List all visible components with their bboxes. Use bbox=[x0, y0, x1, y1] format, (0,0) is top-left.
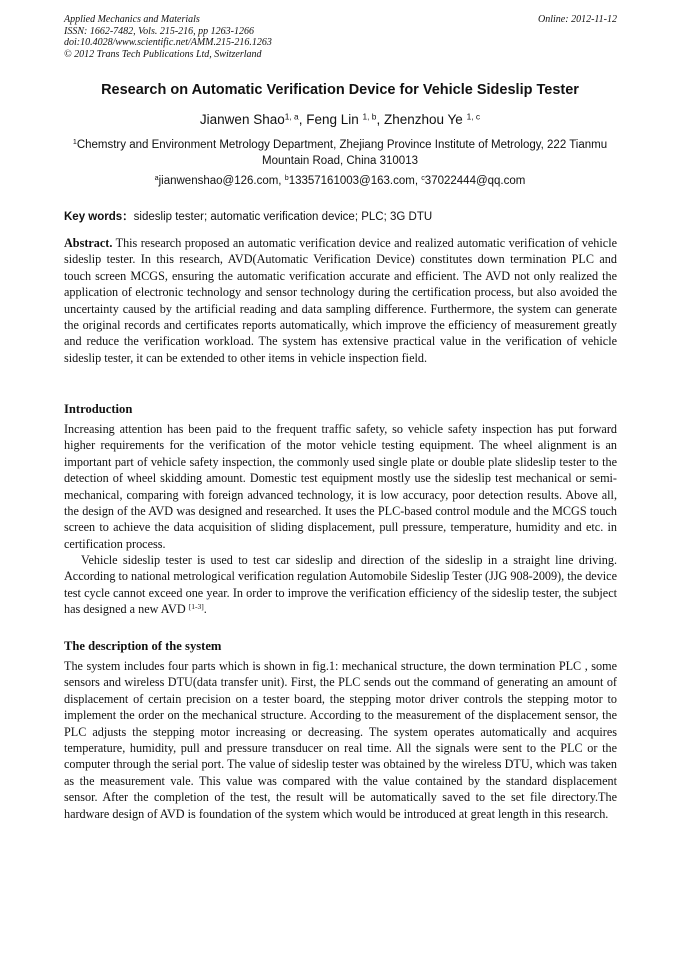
paragraph-text: Vehicle sideslip tester is used to test car sideslip and direction of the sideslip in a straight line driving. According to national metrological verification regulation Automobile Sideslip Tester (JJG 908-2009), the device test cycle cannot exceed one year. In order to improve the verification efficiency of the sideslip tester, the subject has designed a new AVD bbox=[64, 553, 617, 617]
introduction-paragraph bbox=[64, 552, 617, 618]
abstract-label: Abstract. bbox=[64, 236, 113, 250]
system-description-paragraph: The system includes four parts which is shown in fig.1: mechanical structure, the down termination PLC , some sensors and wireless DTU(data transfer unit). First, the PLC sends out the command of generating an amount of displacement of certain precision on a tester board, the stepping motor driver controls the stepping motor to implement the order on the mechanical structure. According to the measurement of the displacement sensor, the PLC adjusts the stepping motor increasing or decreasing. The system operates automatically and acquires temperature, humidity, pull and pressure transducer on real time. All the signals were sent to the PLC or the computer through the serial port. The value of sideslip tester was obtained by the wireless DTU, which was taken as the measurement vale. This value was compared with the value contained by the standard displacement sensor. After the completion of the test, the result will be automatically saved to the set file directory.The hardware design of AVD is foundation of the system which would be introduced at great length in this research. bbox=[64, 659, 617, 821]
abstract-text: This research proposed an automatic verification device and realized automatic verification of vehicle sideslip tester. In this research, AVD(Automatic Verification Device) constitutes down termination PLC and touch screen MCGS, ensuring the automatic verification accurate and efficient. The AVD not only realized the application of electronic technology and sensor technology during the certification process, but also avoided the uncertainty caused by the artificial reading and data sampling difference. Furthermore, the system can generate the original records and certificates reports automatically, which improve the efficiency of measurement greatly and reduce the verification workload. The system has extensive practical value in the verification of vehicle sideslip tester, it can be extended to other items in vehicle inspection field. bbox=[64, 236, 617, 365]
keywords bbox=[64, 209, 617, 225]
section-heading-system-description: The description of the system bbox=[64, 639, 222, 653]
email-superscript: c bbox=[421, 174, 425, 183]
author-name: Feng Lin bbox=[306, 112, 359, 127]
abstract bbox=[64, 235, 617, 366]
paper-title: Research on Automatic Verification Device for Vehicle Sideslip Tester bbox=[101, 82, 579, 98]
author-name: Zhenzhou Ye bbox=[383, 112, 463, 127]
online-date: Online: 2012-11-12 bbox=[538, 14, 617, 25]
affiliation-superscript: 1 bbox=[72, 138, 77, 147]
email-address: 13357161003@163.com, bbox=[288, 175, 419, 187]
email-list bbox=[40, 173, 640, 189]
citation-reference: [1-3] bbox=[188, 602, 204, 612]
keywords-label: Key words： bbox=[64, 211, 134, 223]
journal-name: Applied Mechanics and Materials bbox=[64, 14, 200, 25]
copyright-line: © 2012 Trans Tech Publications Ltd, Switzerland bbox=[64, 48, 262, 60]
author-superscript: 1, a bbox=[284, 111, 299, 122]
email-superscript: a bbox=[154, 174, 159, 183]
section-heading-introduction: Introduction bbox=[64, 402, 133, 416]
author-superscript: 1, c bbox=[466, 111, 481, 122]
author-superscript: 1, b bbox=[362, 111, 377, 122]
keywords-text: sideslip tester; automatic verification device; PLC; 3G DTU bbox=[133, 211, 433, 223]
introduction-paragraph: Increasing attention has been paid to the frequent traffic safety, so vehicle safety inspection has put forward higher requirements for the verification of the motor vehicle testing equipment. The wheel alignment is an important part of vehicle safety inspection, the commonly used single plate or double plate slideslip tester to the detection of wheel skidding amount. Domestic test equipment mostly use the sideslip test mechanical or semi-mechanical, comparing with foreign advanced technology, it is low accuracy, poor detection results. Above all, the design of the AVD was designed and researched. It uses the PLC-based control module and the MCGS touch screen to achieve the data acquisition of sliding displacement, pull pressure, temperature, humidity and etc. in certification process. bbox=[64, 422, 617, 551]
journal-header bbox=[64, 14, 617, 60]
email-address: jianwenshao@126.com, bbox=[158, 175, 282, 187]
author-name: Jianwen Shao bbox=[199, 112, 285, 127]
email-superscript: b bbox=[284, 174, 289, 183]
email-address: 37022444@qq.com bbox=[424, 175, 526, 187]
doi-line: doi:10.4028/www.scientific.net/AMM.215-216.1263 bbox=[64, 37, 272, 49]
affiliation bbox=[60, 137, 620, 169]
paragraph-end: . bbox=[203, 602, 207, 617]
author-list: Jianwen Shao$^{1, a}$, Feng Lin $^{1, b}$, Zhenzhou Ye $^{1, c}$ bbox=[199, 111, 481, 127]
issn-line: ISSN: 1662-7482, Vols. 215-216, pp 1263-1266 bbox=[64, 25, 254, 37]
affiliation-text: Chemstry and Environment Metrology Department, Zhejiang Province Institute of Metrology, 222 Tianmu Mountain Road, China 310013 bbox=[76, 139, 608, 167]
